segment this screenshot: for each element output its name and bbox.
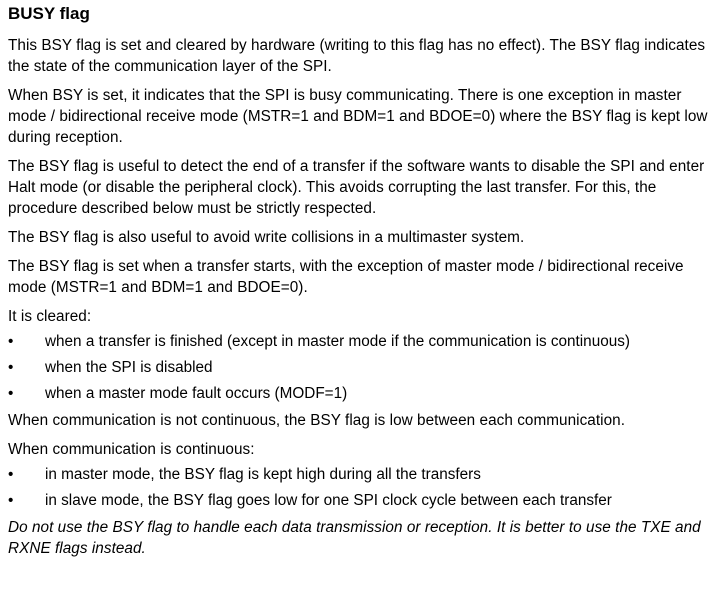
list-item-text: when a transfer is finished (except in master mode if the communication is continuous) <box>45 333 630 350</box>
list-item <box>8 331 712 352</box>
paragraph-end-of-transfer: The BSY flag is useful to detect the end of a transfer if the software wants to disable the SPI and enter Halt mode (or disable the peripheral clock). This avoids corrupting the last transfer. For this, the procedure described below must be strictly respected. <box>8 158 705 217</box>
bullet-icon: • <box>8 385 14 402</box>
list-item-text: when the SPI is disabled <box>45 359 213 376</box>
paragraph-set-cleared: This BSY flag is set and cleared by hardware (writing to this flag has no effect). The BSY flag indicates the state of the communication layer of the SPI. <box>8 37 706 75</box>
section-title: BUSY flag <box>8 4 90 23</box>
list-item-text: in master mode, the BSY flag is kept high during all the transfers <box>45 466 481 483</box>
list-item <box>8 357 712 378</box>
bullet-icon: • <box>8 466 14 483</box>
list-item <box>8 464 712 485</box>
list-item <box>8 383 712 404</box>
bullet-icon: • <box>8 359 14 376</box>
list-item-text: when a master mode fault occurs (MODF=1) <box>45 385 348 402</box>
list-item <box>8 490 712 511</box>
paragraph-cleared-intro: It is cleared: <box>8 308 92 325</box>
bullet-icon: • <box>8 333 14 350</box>
paragraph-not-continuous: When communication is not continuous, the BSY flag is low between each communication. <box>8 412 626 429</box>
continuous-behavior-list <box>8 464 712 511</box>
usage-note: Do not use the BSY flag to handle each data transmission or reception. It is better to use the TXE and RXNE flags instead. <box>8 519 701 557</box>
paragraph-write-collisions: The BSY flag is also useful to avoid write collisions in a multimaster system. <box>8 229 525 246</box>
bullet-icon: • <box>8 492 14 509</box>
paragraph-set-on-start: The BSY flag is set when a transfer starts, with the exception of master mode / bidirectional receive mode (MSTR=1 and BDM=1 and BDOE=0). <box>8 258 684 296</box>
list-item-text: in slave mode, the BSY flag goes low for one SPI clock cycle between each transfer <box>45 492 612 509</box>
cleared-conditions-list <box>8 331 712 404</box>
paragraph-busy-exception: When BSY is set, it indicates that the SPI is busy communicating. There is one exception in master mode / bidirectional receive mode (MSTR=1 and BDM=1 and BDOE=0) where the BSY flag is kept low during reception. <box>8 87 708 146</box>
paragraph-continuous-intro: When communication is continuous: <box>8 441 255 458</box>
